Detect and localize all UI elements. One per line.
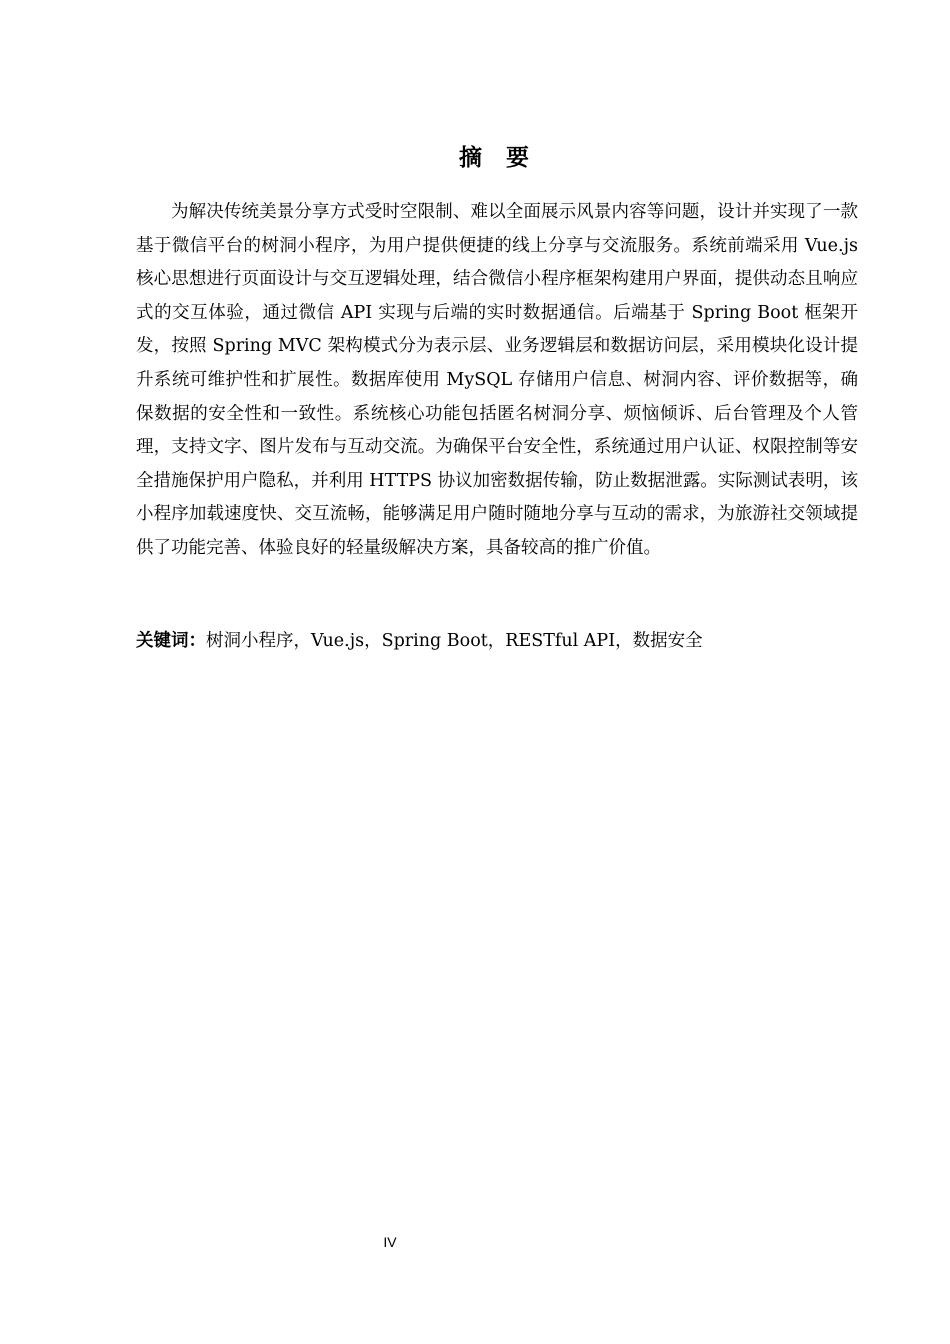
- keywords-line: [136, 626, 858, 656]
- abstract-paragraph: 为解决传统美景分享方式受时空限制、难以全面展示风景内容等问题，设计并实现了一款基于微信平台的树洞小程序，为用户提供便捷的线上分享与交流服务。系统前端采用 Vue.js 核心思想进行页面设计与交互逻辑处理，结合微信小程序框架构建用户界面，提供动态且响应式的交互体验，通过微信 API 实现与后端的实时数据通信。后端基于 Spring Boot 框架开发，按照 Spring MVC 架构模式分为表示层、业务逻辑层和数据访问层，采用模块化设计提升系统可维护性和扩展性。数据库使用 MySQL 存储用户信息、树洞内容、评价数据等，确保数据的安全性和一致性。系统核心功能包括匿名树洞分享、烦恼倾诉、后台管理及个人管理，支持文字、图片发布与互动交流。为确保平台安全性，系统通过用户认证、权限控制等安全措施保护用户隐私，并利用 HTTPS 协议加密数据传输，防止数据泄露。实际测试表明，该小程序加载速度快、交互流畅，能够满足用户随时随地分享与互动的需求，为旅游社交领域提供了功能完善、体验良好的轻量级解决方案，具备较高的推广价值。: [136, 202, 858, 558]
- page-number: IV: [383, 1234, 397, 1250]
- page-title: 摘 要: [458, 145, 537, 171]
- keywords-text: 树洞小程序，Vue.js，Spring Boot，RESTful API，数据安全: [206, 631, 703, 651]
- keywords-label: 关键词：: [136, 631, 206, 651]
